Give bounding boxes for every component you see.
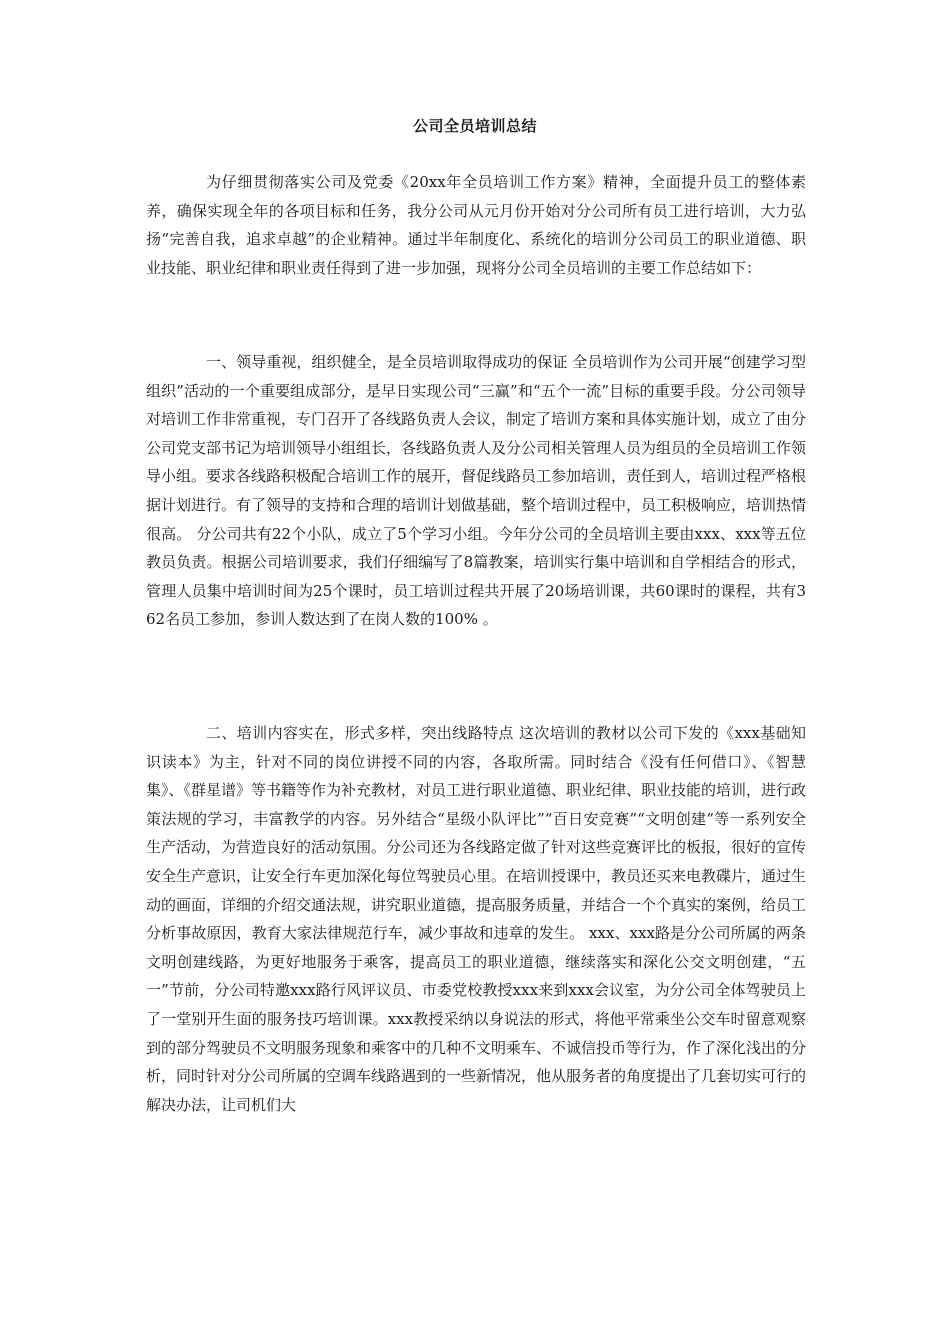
paragraph-intro: 为仔细贯彻落实公司及党委《20xx年全员培训工作方案》精神，全面提升员工的整体素养，确保实现全年的各项目标和任务，我分公司从元月份开始对分公司所有员工进行培训，大力弘扬“完善自我，追求卓越”的企业精神。通过半年制度化、系统化的培训分公司员工的职业道德、职业技能、职业纪律和职业责任得到了进一步加强，现将分公司全员培训的主要工作总结如下：	[146, 173, 806, 277]
paragraph-section-two: 二、培训内容实在，形式多样，突出线路特点 这次培训的教材以公司下发的《xxx基础知识读本》为主，针对不同的岗位讲授不同的内容，各取所需。同时结合《没有任何借口》、《智慧集》、《群星谱》等书籍等作为补充教材，对员工进行职业道德、职业纪律、职业技能的培训，进行政策法规的学习，丰富教学的内容。另外结合“星级小队评比”“百日安竞赛”“文明创建”等一系列安全生产活动，为营造良好的活动氛围。分公司还为各线路定做了针对这些竞赛评比的板报，很好的宣传安全生产意识，让安全行车更加深化每位驾驶员心里。在培训授课中，教员还买来电教碟片，通过生动的画面，详细的介绍交通法规，讲究职业道德，提高服务质量，并结合一个个真实的案例，给员工分析事故原因，教育大家法律规范行车，减少事故和违章的发生。 xxx、xxx路是分公司所属的两条文明创建线路，为更好地服务于乘客，提高员工的职业道德，继续落实和深化公交文明创建，“五一”节前，分公司特邀xxx路行风评议员、市委党校教授xxx来到xxx会议室，为分公司全体驾驶员上了一堂别开生面的服务技巧培训课。xxx教授采纳以身说法的形式，将他平常乘坐公交车时留意观察到的部分驾驶员不文明服务现象和乘客中的几种不文明乘车、不诚信投币等行为，作了深化浅出的分析，同时针对分公司所属的空调车线路遇到的一些新情况，他从服务者的角度提出了几套切实可行的解决办法，让司机们大	[146, 724, 807, 1114]
paragraph-section-one: 一、领导重视，组织健全，是全员培训取得成功的保证 全员培训作为公司开展“创建学习型组织”活动的一个重要组成部分，是早日实现公司“三赢”和“五个一流”目标的重要手段。分公司领导对培训工作非常重视，专门召开了各线路负责人会议，制定了培训方案和具体实施计划，成立了由分公司党支部书记为培训领导小组组长，各线路负责人及分公司相关管理人员为组员的全员培训工作领导小组。要求各线路积极配合培训工作的展开，督促线路员工参加培训，责任到人，培训过程严格根据计划进行。有了领导的支持和合理的培训计划做基础，整个培训过程中，员工积极响应，培训热情很高。 分公司共有22个小队，成立了5个学习小组。今年分公司的全员培训主要由xxx、xxx等五位教员负责。根据公司培训要求，我们仔细编写了8篇教案，培训实行集中培训和自学相结合的形式，管理人员集中培训时间为25个课时，员工培训过程共开展了20场培训课，共60课时的课程，共有362名员工参加，参训人数达到了在岗人数的100% 。	[146, 353, 807, 629]
document-title: 公司全员培训总结	[412, 117, 537, 135]
